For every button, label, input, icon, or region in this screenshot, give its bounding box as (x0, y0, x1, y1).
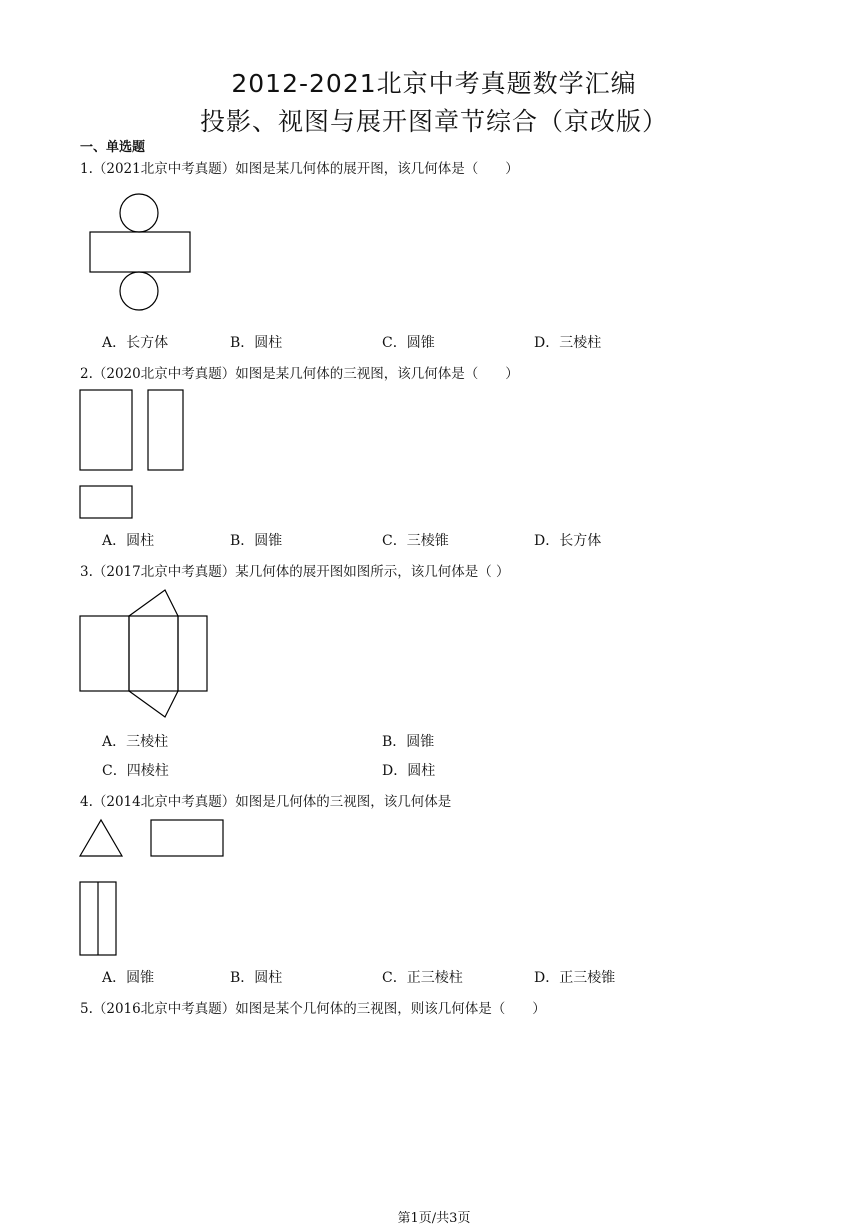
title-line-1: 2012-2021北京中考真题数学汇编 (231, 69, 637, 98)
q2-option-d[interactable]: D．长方体 (534, 533, 602, 549)
q3-option-a[interactable]: A．三棱柱 (102, 734, 169, 750)
section-heading: 一、单选题 (80, 140, 146, 155)
q1-option-d[interactable]: D．三棱柱 (534, 335, 602, 351)
q4-option-b[interactable]: B．圆柱 (230, 970, 283, 986)
question-2-stem: 2.（2020北京中考真题）如图是某几何体的三视图，该几何体是（ ） (80, 366, 519, 382)
page-footer: 第1页/共3页 (397, 1211, 471, 1226)
q2-option-a[interactable]: A．圆柱 (102, 533, 155, 549)
question-1-stem: 1.（2021北京中考真题）如图是某几何体的展开图，该几何体是（ ） (80, 161, 519, 177)
q2-option-b[interactable]: B．圆锥 (230, 533, 283, 549)
q4-option-a[interactable]: A．圆锥 (102, 970, 155, 986)
question-4-stem: 4.（2014北京中考真题）如图是几何体的三视图，该几何体是 (80, 794, 452, 810)
q3-option-c[interactable]: C．四棱柱 (102, 763, 169, 779)
q2-option-c[interactable]: C．三棱锥 (382, 533, 449, 549)
title-line-2: 投影、视图与展开图章节综合（京改版） (199, 107, 668, 136)
q1-option-a[interactable]: A．长方体 (102, 335, 169, 351)
q1-option-c[interactable]: C．圆锥 (382, 335, 435, 351)
question-3-stem: 3.（2017北京中考真题）某几何体的展开图如图所示，该几何体是（ ） (80, 564, 510, 580)
q4-option-c[interactable]: C．正三棱柱 (382, 970, 463, 986)
q4-front-triangle (80, 820, 122, 856)
q4-side-rectangle (151, 820, 223, 856)
q4-option-d[interactable]: D．正三棱锥 (534, 970, 616, 986)
question-5-stem: 5.（2016北京中考真题）如图是某个几何体的三视图，则该几何体是（ ） (80, 1001, 546, 1017)
q3-option-b[interactable]: B．圆锥 (382, 734, 435, 750)
q3-option-d[interactable]: D．圆柱 (382, 763, 436, 779)
q1-option-b[interactable]: B．圆柱 (230, 335, 283, 351)
